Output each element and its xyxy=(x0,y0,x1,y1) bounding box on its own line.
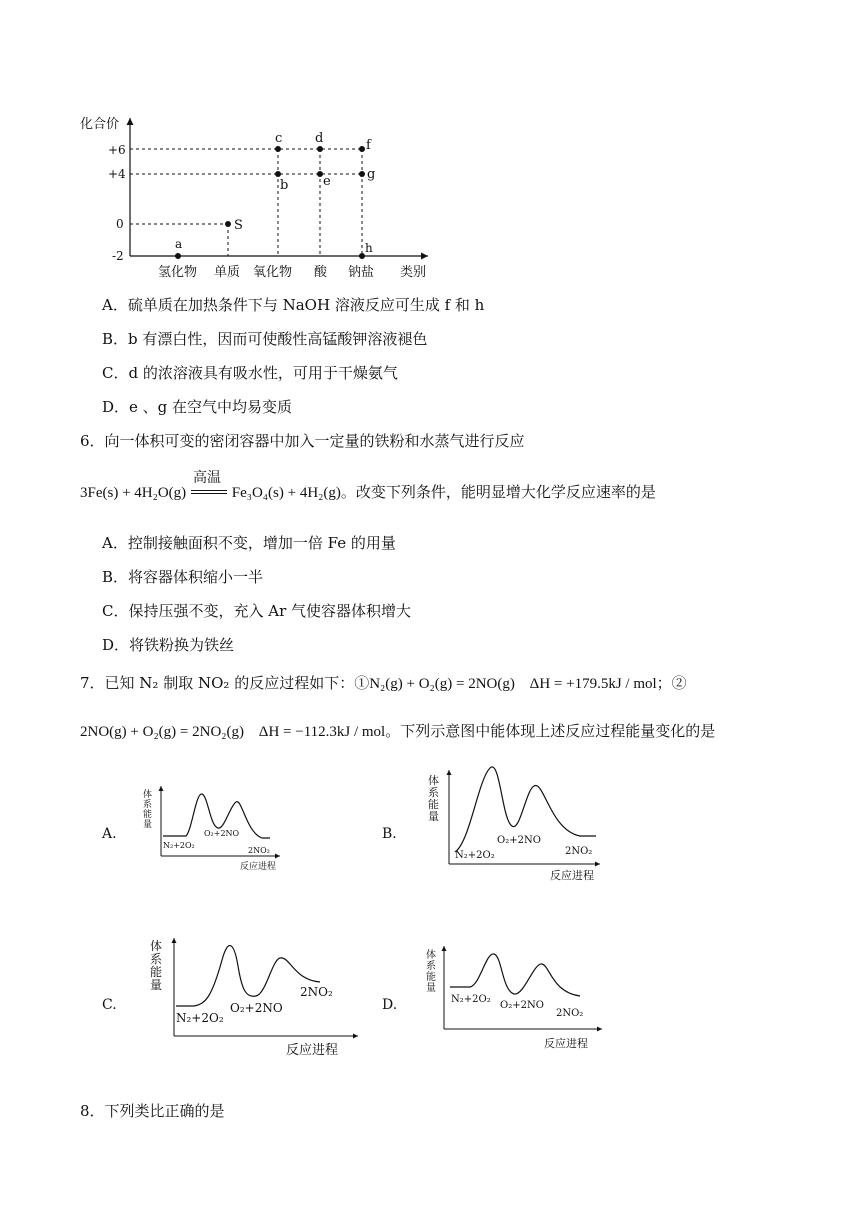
y-tick-label: +6 xyxy=(108,143,126,157)
q6-eq-left: 3Fe(s) + 4H₂O(g) xyxy=(80,485,187,501)
x-axis-label: 反应进程 xyxy=(550,869,594,882)
q6-eq-condition: 高温 xyxy=(192,470,221,486)
q6-option-c: C．保持压强不变，充入 Ar 气使容器体积增大 xyxy=(102,602,412,620)
q7-dh2: ΔH = −112.3kJ / mol xyxy=(258,724,386,740)
diagram-c xyxy=(102,938,358,1058)
point-label: S xyxy=(234,218,243,233)
q7-tail: 。下列示意图中能体现上述反应过程能量变化的是 xyxy=(385,722,716,740)
x-axis-label: 反应进程 xyxy=(544,1037,588,1050)
mid-label: O₂+2NO xyxy=(497,835,541,846)
q6-eq-right: Fe₃O₄(s) + 4H₂(g) xyxy=(231,485,341,501)
y-tick-label: +4 xyxy=(108,167,126,181)
q7-prefix: 7．已知 N₂ 制取 NO₂ 的反应过程如下：① xyxy=(80,674,370,692)
point-label: h xyxy=(365,241,373,255)
point-g xyxy=(359,171,365,177)
category-label: 氧化物 xyxy=(253,265,293,280)
option-label: C. xyxy=(102,997,117,1013)
y-axis-label: 体系能量 xyxy=(426,950,436,994)
q6-option-d: D．将铁粉换为铁丝 xyxy=(102,636,235,654)
y-tick-label: 0 xyxy=(116,217,124,231)
x-axis-label: 类别 xyxy=(400,265,427,280)
diagram-d xyxy=(382,946,602,1050)
y-axis-label: 化合价 xyxy=(80,117,120,132)
point-label: b xyxy=(280,178,289,193)
q6-eq-tail: 。改变下列条件，能明显增大化学反应速率的是 xyxy=(340,483,656,501)
point-b xyxy=(275,171,281,177)
q5-option-c: C．d 的浓溶液具有吸水性，可用于干燥氨气 xyxy=(102,364,398,382)
x-axis-label: 反应进程 xyxy=(240,862,277,872)
point-f xyxy=(359,146,365,152)
diagram-a xyxy=(101,786,280,872)
y-axis-label: 体系能量 xyxy=(428,774,439,823)
option-label: D. xyxy=(382,997,398,1013)
energy-curve xyxy=(450,954,580,996)
data-points xyxy=(175,146,365,259)
option-label: A. xyxy=(102,826,117,842)
point-label: f xyxy=(366,138,371,153)
point-label: e xyxy=(323,174,331,189)
start-label: N₂+2O₂ xyxy=(455,850,495,861)
q5-option-b: B．b 有漂白性，因而可使酸性高锰酸钾溶液褪色 xyxy=(102,330,428,348)
point-d xyxy=(317,146,323,152)
q6-option-a: A．控制接触面积不变，增加一倍 Fe 的用量 xyxy=(102,534,396,552)
y-axis-label: 体系能量 xyxy=(150,939,163,992)
end-label: 2NO₂ xyxy=(565,846,593,857)
q8-stem: 8．下列类比正确的是 xyxy=(80,1102,225,1120)
end-label: 2NO₂ xyxy=(300,985,333,999)
q7-line2 xyxy=(80,721,715,742)
q7-reaction2: 2NO(g) + O₂(g) = 2NO₂(g) xyxy=(80,724,245,740)
q7-separator: ；② xyxy=(656,674,687,692)
q6-stem: 6．向一体积可变的密闭容器中加入一定量的铁粉和水蒸气进行反应 xyxy=(80,432,525,450)
mid-label: O₂+2NO xyxy=(204,829,240,838)
energy-curve xyxy=(176,946,320,1006)
category-label: 酸 xyxy=(314,265,328,280)
option-label: B. xyxy=(382,826,397,842)
energy-diagrams xyxy=(0,760,868,1070)
x-axis-label: 反应进程 xyxy=(286,1043,339,1058)
y-tick-label: -2 xyxy=(112,249,124,263)
point-a xyxy=(175,253,181,259)
mid-label: O₂+2NO xyxy=(500,1000,544,1011)
start-label: N₂+2O₂ xyxy=(176,1011,224,1025)
point-s xyxy=(225,221,231,227)
q7-reaction1: N₂(g) + O₂(g) = 2NO(g) xyxy=(369,676,515,692)
start-label: N₂+2O₂ xyxy=(163,841,195,850)
mid-label: O₂+2NO xyxy=(230,1001,283,1015)
q6-equation xyxy=(80,470,656,503)
q7-line1 xyxy=(80,673,687,694)
q5-option-d: D．e 、g 在空气中均易变质 xyxy=(102,398,293,416)
q6-eq-arrow xyxy=(191,470,227,502)
point-label: c xyxy=(275,131,283,146)
guide-lines xyxy=(130,149,362,256)
end-label: 2NO₂ xyxy=(556,1008,584,1019)
point-label: d xyxy=(315,131,324,146)
diagram-b xyxy=(382,767,600,882)
category-label: 单质 xyxy=(214,265,241,280)
category-label: 氢化物 xyxy=(158,265,198,280)
point-label: g xyxy=(367,167,376,182)
q7-dh1: ΔH = +179.5kJ / mol xyxy=(529,676,657,692)
q6-option-b: B．将容器体积缩小一半 xyxy=(102,568,264,586)
q5-option-a: A．硫单质在加热条件下与 NaOH 溶液反应可生成 f 和 h xyxy=(102,296,485,314)
start-label: N₂+2O₂ xyxy=(451,994,491,1005)
end-label: 2NO₂ xyxy=(248,846,270,855)
y-axis-label: 体系能量 xyxy=(143,790,153,830)
point-label: a xyxy=(175,237,183,251)
point-c xyxy=(275,146,281,152)
category-label: 钠盐 xyxy=(348,265,375,280)
valence-chart xyxy=(0,0,868,290)
